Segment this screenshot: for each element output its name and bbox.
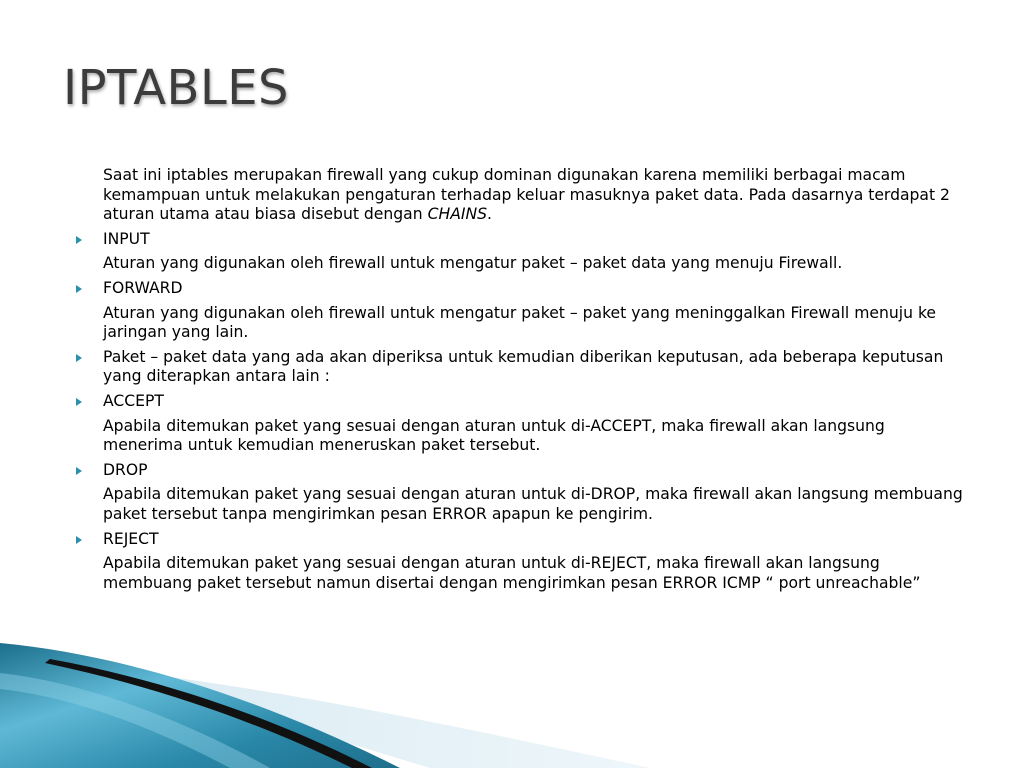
wave-decoration — [0, 643, 1024, 768]
bullet-label: Paket – paket data yang ada akan diperiksa untuk kemudian diberikan keputusan, ada beberapa keputusan yang diterapkan antara lain : — [103, 347, 944, 386]
triangle-bullet-icon — [76, 285, 82, 293]
description-paragraph — [76, 254, 966, 274]
bullet-item — [76, 461, 966, 481]
bullet-item — [76, 279, 966, 299]
slide-title: IPTABLES — [63, 60, 289, 116]
description-paragraph — [76, 554, 966, 593]
bullet-item — [76, 348, 966, 387]
triangle-bullet-icon — [76, 398, 82, 406]
bullet-label: DROP — [103, 460, 148, 479]
description-paragraph — [76, 417, 966, 456]
triangle-bullet-icon — [76, 236, 82, 244]
bullet-item — [76, 530, 966, 550]
description-text: Apabila ditemukan paket yang sesuai dengan aturan untuk di-DROP, maka firewall akan langsung membuang paket tersebut tanpa mengirimkan pesan ERROR apapun ke pengirim. — [103, 485, 963, 523]
bullet-item — [76, 392, 966, 412]
triangle-bullet-icon — [76, 467, 82, 475]
description-text: Apabila ditemukan paket yang sesuai dengan aturan untuk di-REJECT, maka firewall akan langsung membuang paket tersebut namun disertai dengan mengirimkan pesan ERROR ICMP “ port unreachable” — [103, 554, 921, 592]
description-paragraph — [76, 304, 966, 343]
bullet-label: INPUT — [103, 229, 150, 248]
intro-end: . — [487, 205, 492, 224]
bullet-item — [76, 230, 966, 250]
description-text: Aturan yang digunakan oleh firewall untuk mengatur paket – paket data yang menuju Firewall. — [103, 254, 843, 273]
bullet-label: REJECT — [103, 529, 159, 548]
slide-body — [76, 166, 966, 593]
description-text: Aturan yang digunakan oleh firewall untuk mengatur paket – paket yang meninggalkan Firewall menuju ke jaringan yang lain. — [103, 303, 937, 342]
triangle-bullet-icon — [76, 354, 82, 362]
triangle-bullet-icon — [76, 536, 82, 544]
description-paragraph — [76, 485, 966, 524]
intro-paragraph — [76, 166, 966, 225]
bullet-label: ACCEPT — [103, 391, 164, 410]
bullet-label: FORWARD — [103, 278, 183, 297]
chains-emphasis: CHAINS — [427, 205, 488, 224]
intro-text: Saat ini iptables merupakan firewall yang cukup dominan digunakan karena memiliki berbagai macam kemampuan untuk melakukan pengaturan terhadap keluar masuknya paket data. Pada dasarnya terdapat 2 aturan utama atau biasa disebut dengan — [103, 166, 950, 224]
description-text: Apabila ditemukan paket yang sesuai dengan aturan untuk di-ACCEPT, maka firewall akan langsung menerima untuk kemudian meneruskan paket tersebut. — [103, 416, 885, 455]
